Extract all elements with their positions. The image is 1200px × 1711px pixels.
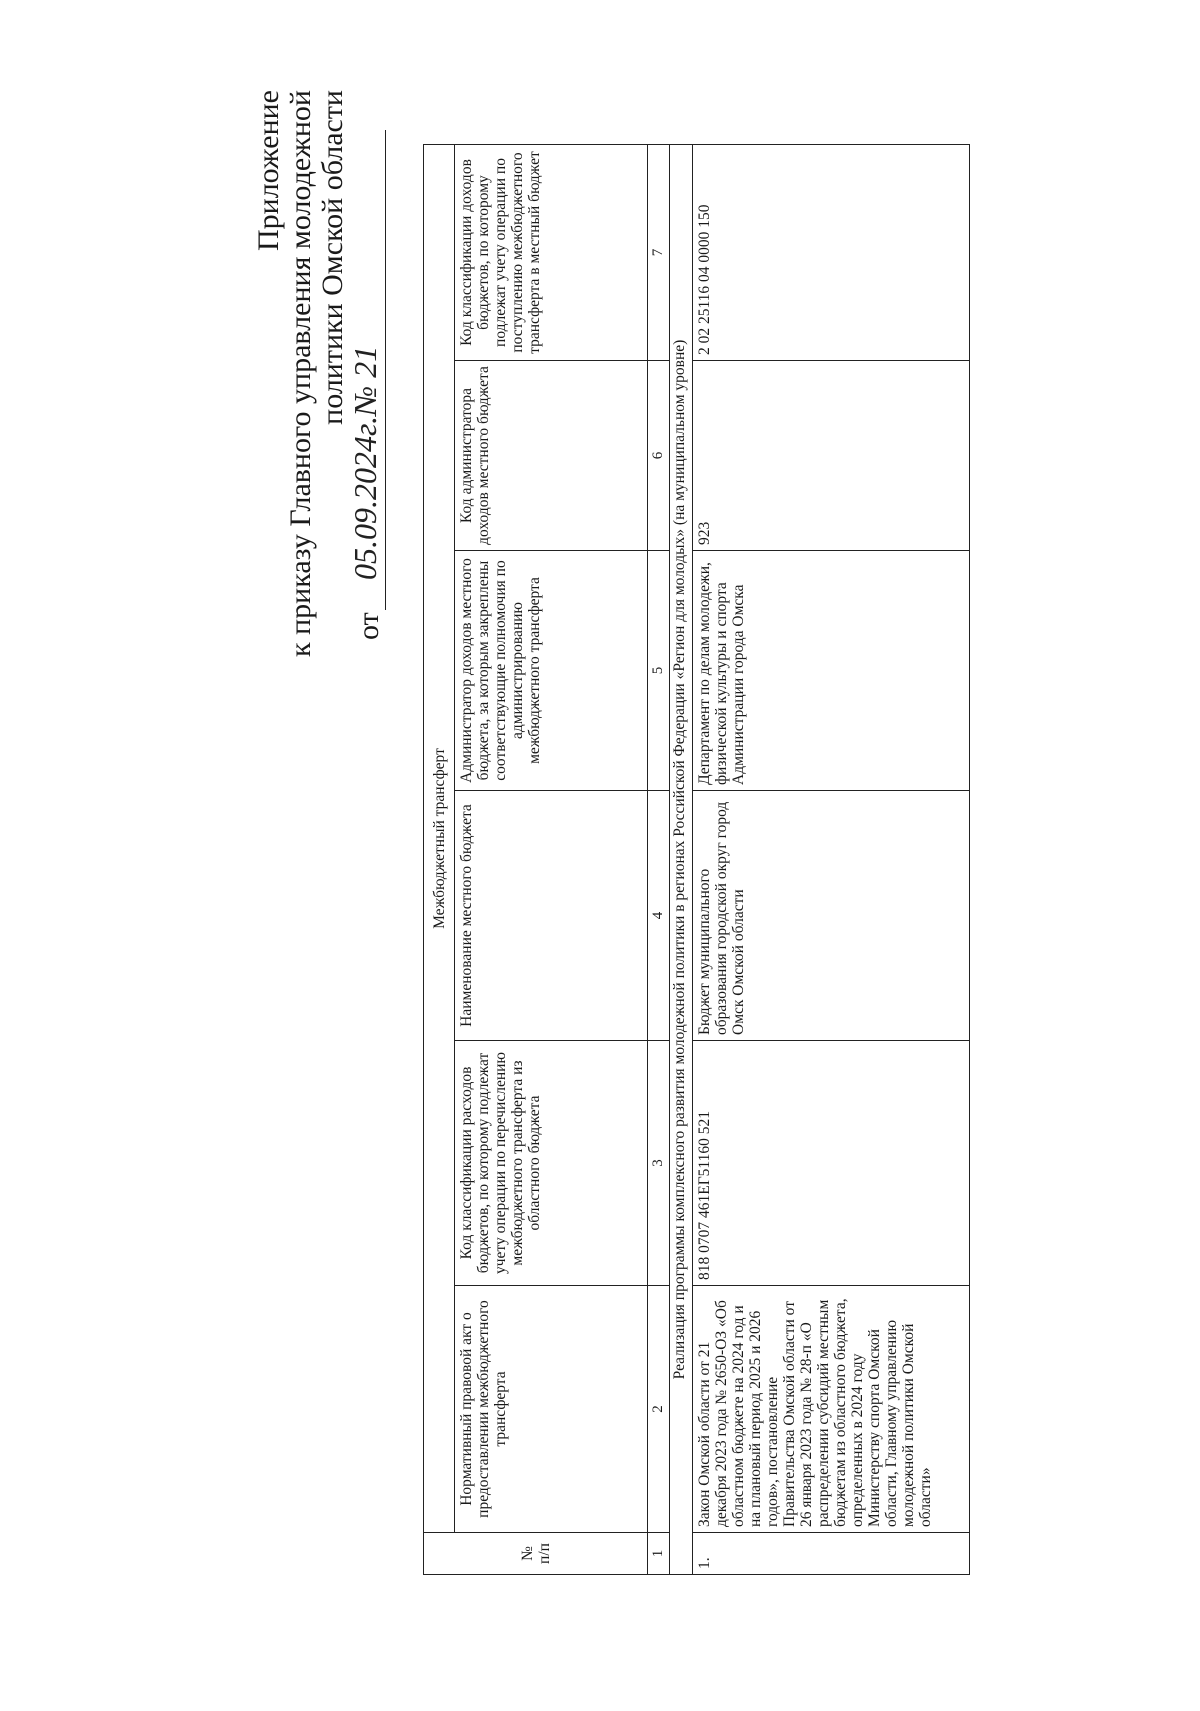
- administrator-cell: Департамент по делам молодежи, физической культуры и спорта Администрации города Омска: [693, 551, 970, 791]
- date-prefix: от: [352, 612, 385, 640]
- column-number: 4: [648, 791, 670, 1041]
- column-header-budget-name: Наименование местного бюджета: [455, 791, 648, 1041]
- column-numbers-row: [648, 145, 670, 1575]
- column-number: 3: [648, 1041, 670, 1286]
- column-header-act: Нормативный правовой акт о предоставлении межбюджетного трансферта: [455, 1286, 648, 1533]
- handwritten-date: 05.09.2024г.№ 21: [347, 345, 383, 580]
- table-header-row-1: [424, 145, 455, 1575]
- legal-act-cell: Закон Омской области от 21 декабря 2023 года № 2650-ОЗ «Об областном бюджете на 2024 год и на плановый период 2025 и 2026 годов», постановление Правительства Омской области от 26 января 2023 года № 28-п «О распределении субсидий местным бюджетам из областного бюджета, определенных в 2024 году Министерству спорта Омской области, Главному управлению молодежной политики Омской области»: [693, 1286, 970, 1533]
- appendix-title: Приложение: [252, 90, 285, 252]
- order-reference-line: к приказу Главного управления молодежной: [284, 90, 317, 657]
- transfer-table: [423, 144, 970, 1575]
- admin-code-cell: 923: [693, 361, 970, 551]
- column-header-administrator: Администратор доходов местного бюджета, за которым закреплены соответствующие полномочия по администрированию межбюджетного трансферта: [455, 551, 648, 791]
- column-number: 2: [648, 1286, 670, 1533]
- date-line-block: [347, 70, 391, 640]
- order-reference-line-2: политики Омской области: [316, 90, 349, 425]
- row-number: 1.: [693, 1533, 970, 1575]
- section-row: [670, 145, 693, 1575]
- budget-name-cell: Бюджет муниципального образования городской округ город Омск Омской области: [693, 791, 970, 1041]
- column-header-income-code: Код классификации доходов бюджетов, по которому подлежат учету операции по поступлению межбюджетного трансферта в местный бюджет: [455, 145, 648, 361]
- income-code-cell: 2 02 25116 04 0000 150: [693, 145, 970, 361]
- rotated-page: [185, 60, 1085, 1640]
- column-number: 6: [648, 361, 670, 551]
- expense-code-cell: 818 0707 461EГ51160 521: [693, 1041, 970, 1286]
- column-header-expense-code: Код классификации расходов бюджетов, по которому подлежат учету операции по перечислению межбюджетного трансферта из областного бюджета: [455, 1041, 648, 1286]
- section-title: Реализация программы комплексного развития молодежной политики в регионах Российской Федерации «Регион для молодых» (на муниципальном уровне): [670, 145, 693, 1575]
- column-header-admin-code: Код администратора доходов местного бюджета: [455, 361, 648, 551]
- group-header: Межбюджетный трансферт: [424, 145, 455, 1533]
- column-header-number: № п/п: [424, 1533, 648, 1575]
- column-number: 1: [648, 1533, 670, 1575]
- column-number: 7: [648, 145, 670, 361]
- column-number: 5: [648, 551, 670, 791]
- date-underline: [385, 130, 386, 610]
- table-header-row-2: [455, 145, 648, 1575]
- table-row: [693, 145, 970, 1575]
